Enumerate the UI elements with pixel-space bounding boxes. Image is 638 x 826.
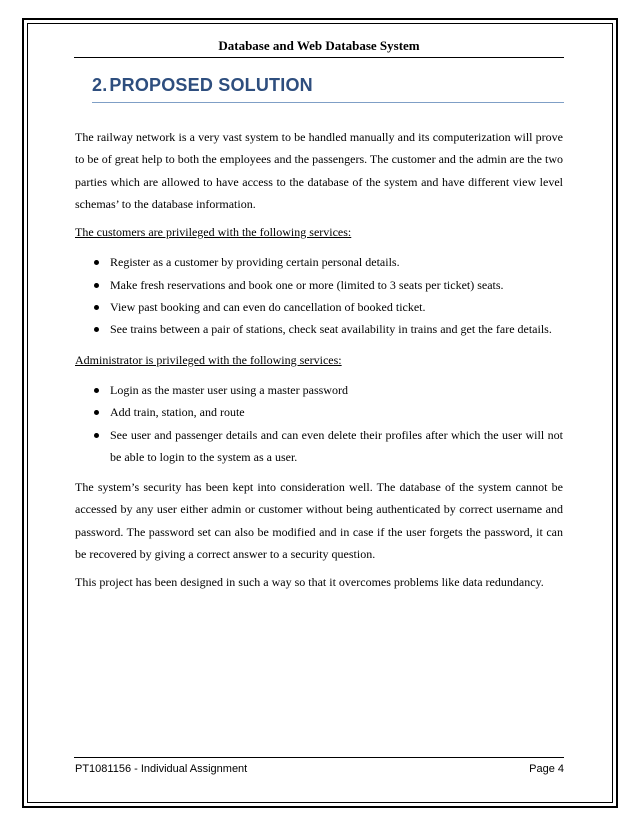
administrator-subheading: Administrator is privileged with the following services: xyxy=(75,352,342,367)
header-divider xyxy=(74,57,564,58)
list-item-text: Add train, station, and route xyxy=(110,405,245,420)
document-body xyxy=(75,126,563,600)
list-item-text: See trains between a pair of stations, check seat availability in trains and get the fare details. xyxy=(110,322,552,337)
list-item xyxy=(75,251,563,273)
section-number: 2. xyxy=(92,75,108,95)
list-item xyxy=(75,318,563,340)
bullet-icon xyxy=(94,388,99,393)
section-title-text: PROPOSED SOLUTION xyxy=(109,75,313,95)
footer-divider xyxy=(74,757,564,758)
bullet-icon xyxy=(94,327,99,332)
list-item xyxy=(75,274,563,296)
list-item-text: Make fresh reservations and book one or more (limited to 3 seats per ticket) seats. xyxy=(110,277,504,292)
page-header: Database and Web Database System xyxy=(218,38,420,53)
intro-paragraph: The railway network is a very vast system to be handled manually and its computerization will prove to be of great help to both the employees and the passengers. The customer and the admin are the two parties which are allowed to have access to the database of the system and have different view level schemas’ to the database information. xyxy=(75,130,563,211)
footer-page-number: Page 4 xyxy=(529,763,564,775)
list-item xyxy=(75,379,563,401)
bullet-icon xyxy=(94,260,99,265)
closing-paragraph: This project has been designed in such a way so that it overcomes problems like data redundancy. xyxy=(75,575,544,590)
bullet-icon xyxy=(94,305,99,310)
list-item xyxy=(75,296,563,318)
section-heading xyxy=(92,75,313,96)
customers-subheading: The customers are privileged with the following services: xyxy=(75,225,352,240)
administrator-services-list xyxy=(75,379,563,468)
footer-assignment-label: PT1081156 - Individual Assignment xyxy=(75,763,248,775)
bullet-icon xyxy=(94,433,99,438)
list-item xyxy=(75,401,563,423)
list-item xyxy=(75,424,563,469)
section-heading-underline xyxy=(92,102,564,103)
list-item-text: View past booking and can even do cancellation of booked ticket. xyxy=(110,300,426,315)
bullet-icon xyxy=(94,283,99,288)
bullet-icon xyxy=(94,410,99,415)
list-item-text: Login as the master user using a master password xyxy=(110,382,348,397)
list-item-text: Register as a customer by providing certain personal details. xyxy=(110,255,400,270)
customers-services-list xyxy=(75,251,563,340)
security-paragraph: The system’s security has been kept into consideration well. The database of the system cannot be accessed by any user either admin or customer without being authenticated by correct username and password. The password set can also be modified and in case if the user forgets the password, it can be recovered by giving a correct answer to a security question. xyxy=(75,480,563,562)
list-item-text: See user and passenger details and can even delete their profiles after which the user will not be able to login to the system as a user. xyxy=(110,427,563,464)
